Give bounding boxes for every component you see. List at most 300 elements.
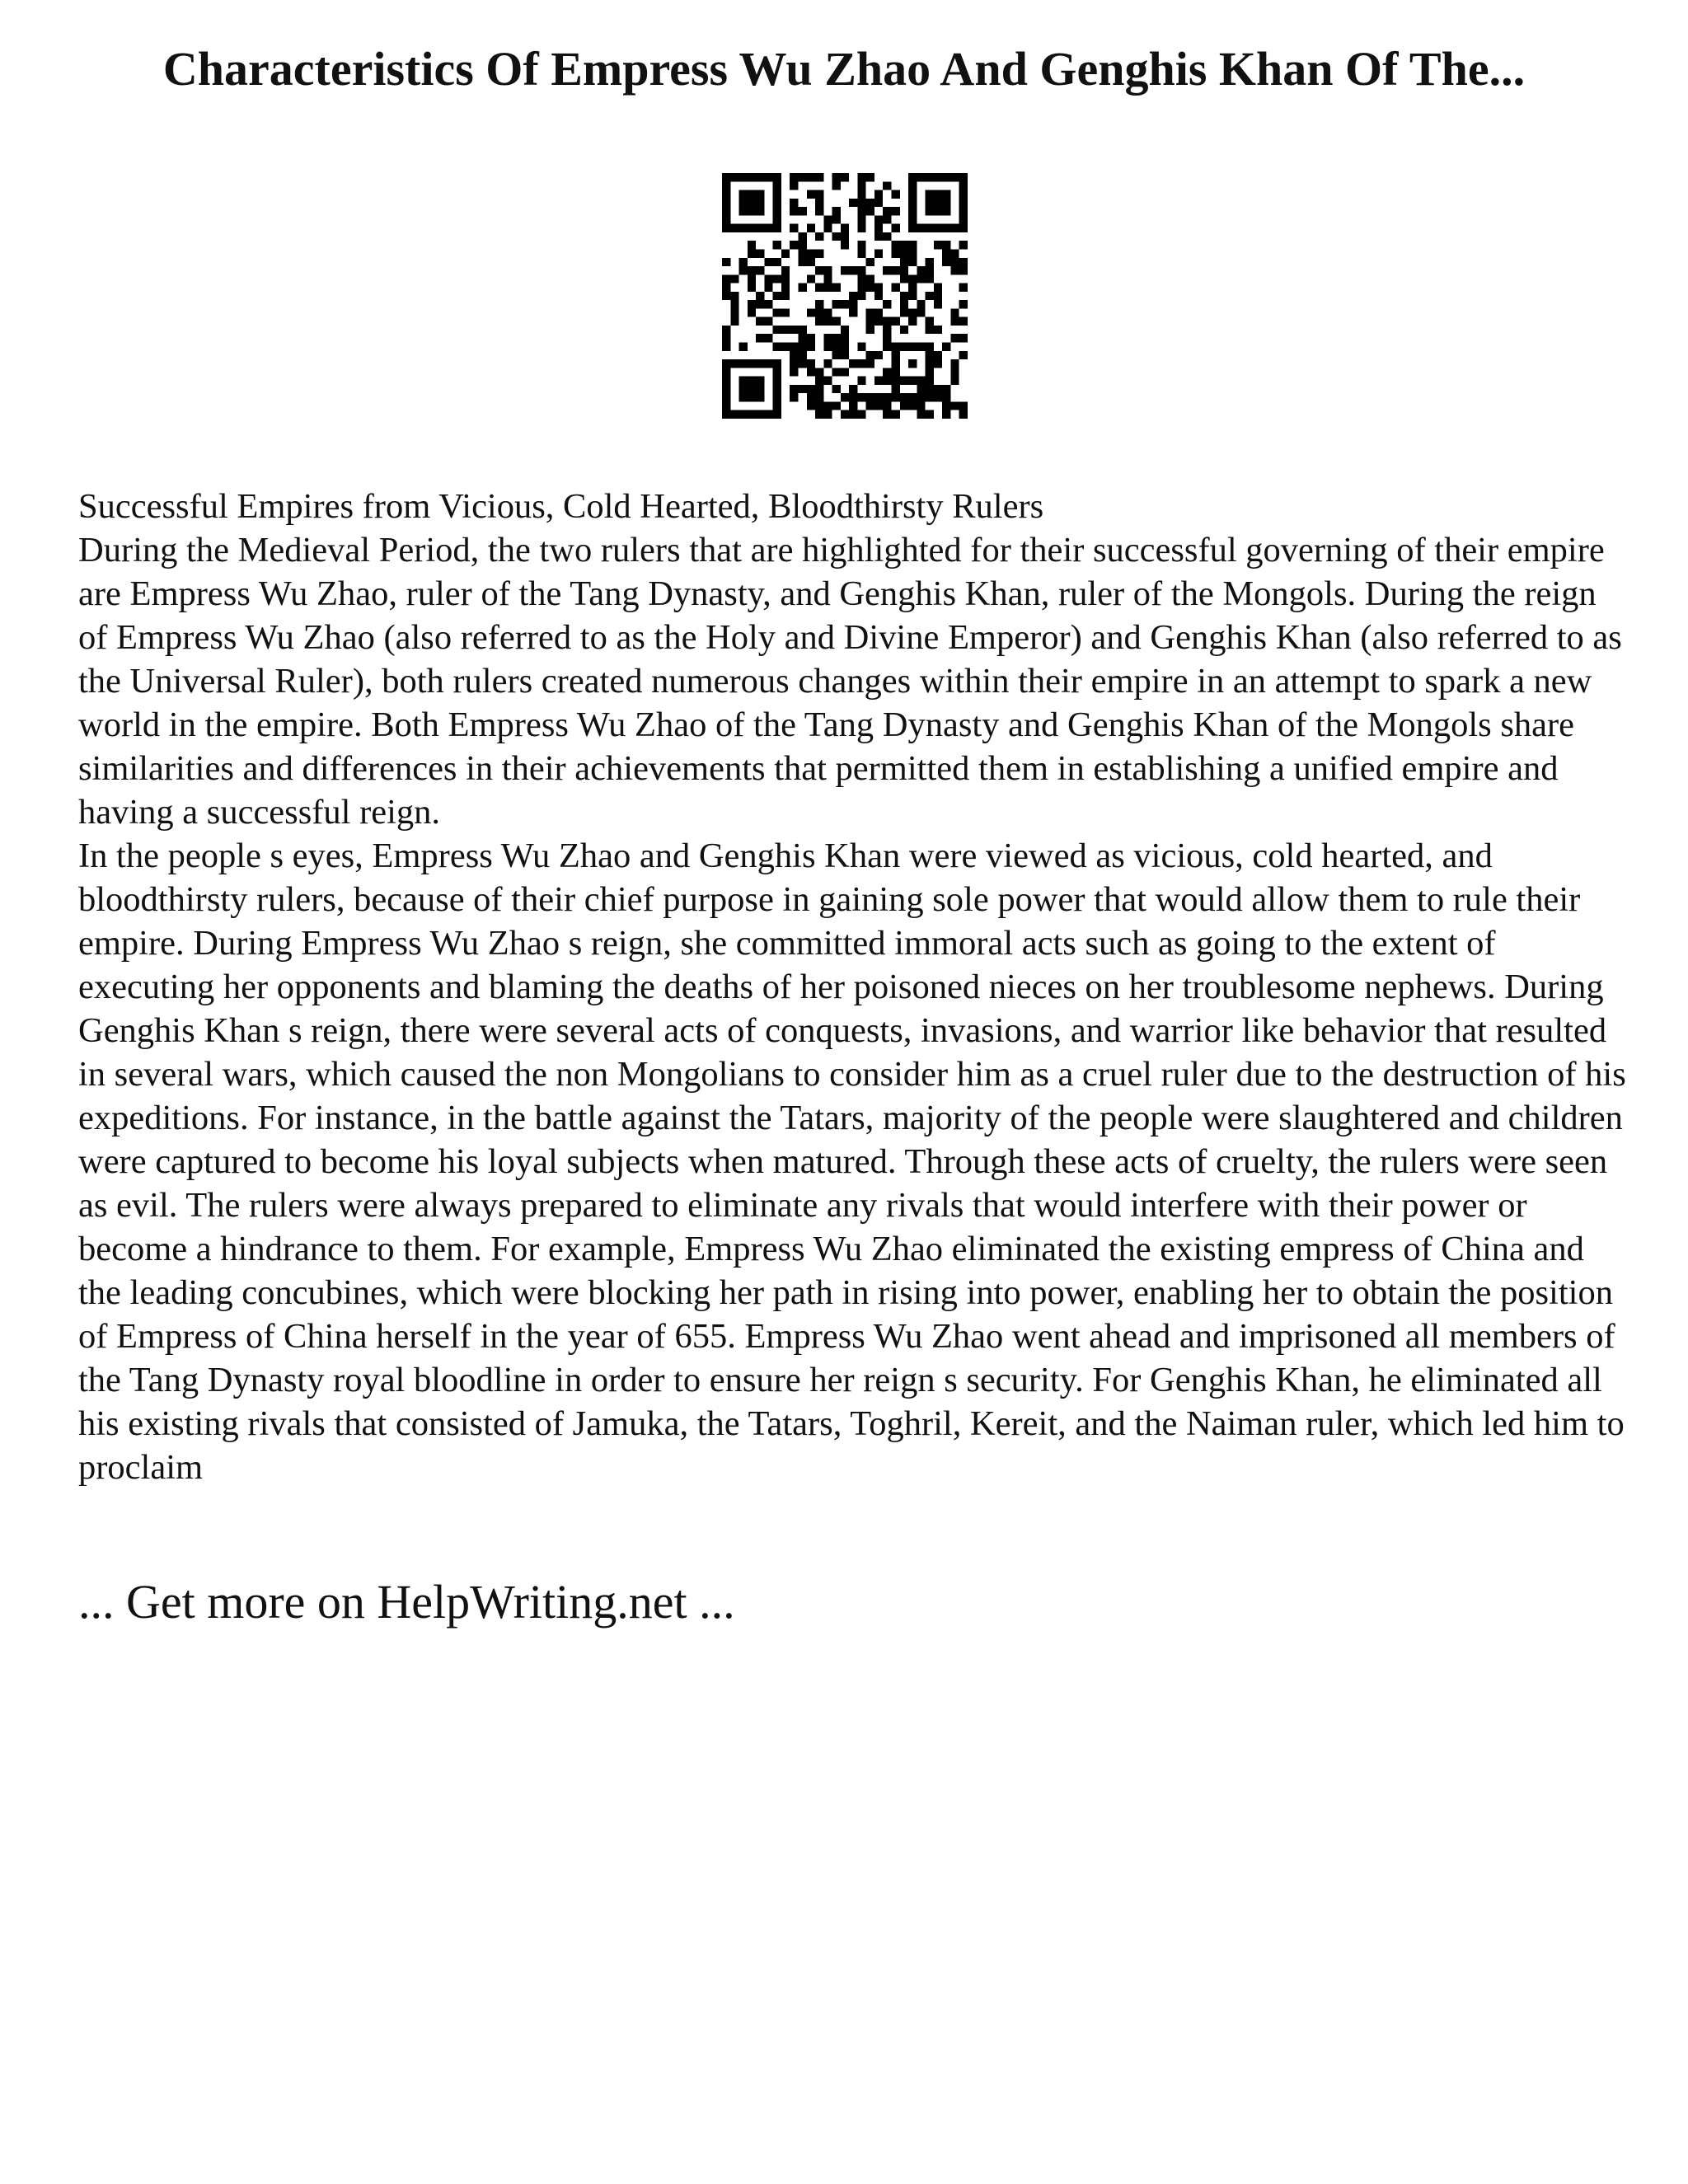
qr-module xyxy=(798,284,806,292)
qr-module xyxy=(942,393,950,401)
qr-module xyxy=(883,368,891,376)
qr-module xyxy=(832,207,841,215)
qr-module xyxy=(908,317,917,326)
qr-module xyxy=(866,258,874,266)
qr-module xyxy=(950,359,959,368)
qr-module xyxy=(874,317,883,326)
qr-module xyxy=(866,207,874,215)
qr-module xyxy=(926,258,934,266)
qr-module xyxy=(942,258,950,266)
qr-module xyxy=(773,343,781,351)
qr-module xyxy=(874,190,883,199)
qr-module xyxy=(959,284,968,292)
qr-module xyxy=(934,385,942,393)
qr-module xyxy=(883,317,891,326)
qr-module xyxy=(959,215,968,223)
qr-module xyxy=(892,359,900,368)
qr-module xyxy=(950,401,959,410)
qr-module xyxy=(866,351,874,359)
qr-module xyxy=(926,274,934,283)
qr-module xyxy=(823,410,832,419)
qr-module xyxy=(773,274,781,283)
qr-module xyxy=(815,232,823,241)
qr-module xyxy=(959,241,968,249)
qr-module xyxy=(832,232,841,241)
qr-module xyxy=(748,207,756,215)
qr-module xyxy=(950,377,959,385)
qr-module xyxy=(807,334,815,342)
qr-module xyxy=(739,343,748,351)
qr-module xyxy=(908,343,917,351)
qr-module xyxy=(832,181,841,190)
qr-module xyxy=(900,377,908,385)
qr-module xyxy=(781,249,790,257)
qr-module xyxy=(959,207,968,215)
qr-module xyxy=(959,181,968,190)
qr-module xyxy=(934,241,942,249)
qr-module xyxy=(773,385,781,393)
qr-module xyxy=(790,224,798,232)
article-paragraph: During the Medieval Period, the two rulers that are highlighted for their successful governing of their empire are Empress Wu Zhao, ruler of the Tang Dynasty, and Genghis Khan, ruler of the Mongols. During the reign of Empress Wu Zhao (also referred to as the Holy and Divine Emperor) and Genghis Khan (also referred to as the Universal Ruler), both rulers created numerous changes within their empire in an attempt to spark a new world in the empire. Both Empress Wu Zhao of the Tang Dynasty and Genghis Khan of the Mongols share similarities and differences in their achievements that permitted them in establishing a unified empire and having a successful reign. xyxy=(78,531,1622,832)
qr-module xyxy=(874,284,883,292)
qr-module xyxy=(892,241,900,249)
qr-module xyxy=(773,241,781,249)
qr-module xyxy=(730,300,738,308)
qr-module xyxy=(942,224,950,232)
qr-module xyxy=(807,393,815,401)
qr-module xyxy=(790,368,798,376)
qr-module xyxy=(934,284,942,292)
qr-module xyxy=(883,343,891,351)
qr-module xyxy=(959,258,968,266)
qr-module xyxy=(832,300,841,308)
qr-module xyxy=(892,317,900,326)
qr-module xyxy=(908,249,917,257)
qr-module xyxy=(917,274,925,283)
qr-module xyxy=(874,377,883,385)
qr-module xyxy=(722,334,730,342)
qr-module xyxy=(773,308,781,316)
qr-module xyxy=(748,359,756,368)
qr-module xyxy=(823,274,832,283)
qr-module xyxy=(900,300,908,308)
qr-module xyxy=(959,410,968,419)
qr-module xyxy=(764,410,772,419)
qr-module xyxy=(926,199,934,207)
qr-module xyxy=(823,308,832,316)
qr-module xyxy=(748,377,756,385)
qr-module xyxy=(849,410,857,419)
qr-module xyxy=(883,334,891,342)
qr-module xyxy=(756,266,764,274)
qr-module xyxy=(739,410,748,419)
qr-module xyxy=(883,377,891,385)
qr-module xyxy=(849,300,857,308)
qr-module xyxy=(849,393,857,401)
qr-module xyxy=(790,241,798,249)
qr-module xyxy=(773,368,781,376)
qr-module xyxy=(748,199,756,207)
qr-module xyxy=(883,300,891,308)
qr-module xyxy=(959,224,968,232)
qr-module xyxy=(857,215,865,223)
qr-module xyxy=(748,284,756,292)
qr-module xyxy=(722,292,730,300)
qr-module xyxy=(764,334,772,342)
qr-module xyxy=(781,266,790,274)
qr-module xyxy=(748,224,756,232)
qr-module xyxy=(892,266,900,274)
qr-module xyxy=(756,199,764,207)
qr-module xyxy=(950,308,959,316)
qr-module xyxy=(756,224,764,232)
qr-module xyxy=(841,232,849,241)
qr-module xyxy=(739,224,748,232)
qr-module xyxy=(722,368,730,376)
qr-module xyxy=(798,241,806,249)
qr-module xyxy=(756,292,764,300)
qr-module xyxy=(874,199,883,207)
qr-module xyxy=(959,334,968,342)
qr-module xyxy=(857,224,865,232)
qr-module xyxy=(908,401,917,410)
qr-module xyxy=(832,385,841,393)
qr-module xyxy=(959,351,968,359)
get-more-link[interactable]: ... Get more on HelpWriting.net ... xyxy=(78,1575,735,1629)
qr-module xyxy=(798,385,806,393)
qr-module xyxy=(908,181,917,190)
qr-module xyxy=(917,224,925,232)
qr-module xyxy=(756,317,764,326)
qr-module xyxy=(900,241,908,249)
qr-module xyxy=(857,292,865,300)
qr-module xyxy=(926,343,934,351)
qr-module xyxy=(730,359,738,368)
qr-module xyxy=(874,215,883,223)
qr-module xyxy=(900,249,908,257)
qr-module xyxy=(857,181,865,190)
qr-module xyxy=(950,368,959,376)
qr-module xyxy=(823,215,832,223)
qr-module xyxy=(773,190,781,199)
qr-module xyxy=(823,359,832,368)
qr-module xyxy=(959,173,968,181)
qr-module xyxy=(892,207,900,215)
qr-module xyxy=(730,317,738,326)
qr-module xyxy=(739,190,748,199)
qr-module xyxy=(730,410,738,419)
qr-module xyxy=(934,359,942,368)
qr-module xyxy=(832,401,841,410)
qr-module xyxy=(934,199,942,207)
qr-module xyxy=(764,284,772,292)
qr-module xyxy=(823,284,832,292)
qr-module xyxy=(748,300,756,308)
qr-module xyxy=(756,334,764,342)
qr-module xyxy=(832,351,841,359)
qr-module xyxy=(883,232,891,241)
qr-module xyxy=(908,377,917,385)
qr-module xyxy=(917,385,925,393)
qr-module xyxy=(866,326,874,334)
qr-module xyxy=(908,199,917,207)
qr-module xyxy=(730,173,738,181)
qr-module xyxy=(841,266,849,274)
qr-module xyxy=(900,266,908,274)
qr-module xyxy=(934,190,942,199)
qr-module xyxy=(926,266,934,274)
qr-module xyxy=(908,308,917,316)
qr-module xyxy=(926,326,934,334)
qr-module xyxy=(950,173,959,181)
qr-module xyxy=(756,410,764,419)
qr-module xyxy=(807,173,815,181)
qr-module xyxy=(841,326,849,334)
qr-module xyxy=(832,215,841,223)
qr-module xyxy=(739,266,748,274)
qr-module xyxy=(857,343,865,351)
qr-module xyxy=(857,266,865,274)
qr-module xyxy=(815,401,823,410)
qr-module xyxy=(722,215,730,223)
qr-module xyxy=(908,393,917,401)
qr-module xyxy=(823,266,832,274)
qr-module xyxy=(857,207,865,215)
qr-module xyxy=(908,292,917,300)
qr-module xyxy=(790,207,798,215)
qr-module xyxy=(756,377,764,385)
qr-module xyxy=(748,190,756,199)
article-paragraph: In the people s eyes, Empress Wu Zhao and Genghis Khan were viewed as vicious, cold hearted, and bloodthirsty rulers, because of their chief purpose in gaining sole power that would allow them to rule their empire. During Empress Wu Zhao s reign, she committed immoral acts such as going to the extent of executing her opponents and blaming the deaths of her poisoned nieces on her troublesome nephews. During Genghis Khan s reign, there were several acts of conquests, invasions, and warrior like behavior that resulted in several wars, which caused the non Mongolians to consider him as a cruel ruler due to the destruction of his expeditions. For instance, in the battle against the Tatars, majority of the people were slaughtered and children were captured to become his loyal subjects when matured. Through these acts of cruelty, the rulers were seen as evil. The rulers were always prepared to eliminate any rivals that would interfere with their power or become a hindrance to them. For example, Empress Wu Zhao eliminated the existing empress of China and the leading concubines, which were blocking her path in rising into power, enabling her to obtain the position of Empress of China herself in the year of 655. Empress Wu Zhao went ahead and imprisoned all members of the Tang Dynasty royal bloodline in order to ensure her reign s security. For Genghis Khan, he eliminated all his existing rivals that consisted of Jamuka, the Tatars, Toghril, Kereit, and the Naiman ruler, which led him to proclaim xyxy=(78,837,1626,1487)
qr-module xyxy=(849,308,857,316)
qr-module xyxy=(926,359,934,368)
qr-module xyxy=(917,266,925,274)
qr-module xyxy=(823,317,832,326)
qr-module xyxy=(917,300,925,308)
qr-module xyxy=(798,351,806,359)
qr-module xyxy=(959,401,968,410)
qr-module xyxy=(934,326,942,334)
qr-module xyxy=(773,326,781,334)
qr-module xyxy=(874,249,883,257)
qr-module xyxy=(773,181,781,190)
qr-module xyxy=(781,326,790,334)
qr-module xyxy=(798,258,806,266)
qr-module xyxy=(790,359,798,368)
qr-module xyxy=(926,377,934,385)
qr-module xyxy=(722,190,730,199)
qr-module xyxy=(764,173,772,181)
qr-module xyxy=(849,266,857,274)
qr-module xyxy=(815,207,823,215)
qr-module xyxy=(841,241,849,249)
qr-module xyxy=(917,377,925,385)
qr-module xyxy=(722,173,730,181)
qr-module xyxy=(883,215,891,223)
qr-module xyxy=(942,241,950,249)
qr-module xyxy=(841,393,849,401)
qr-module xyxy=(857,377,865,385)
qr-module xyxy=(773,215,781,223)
qr-module xyxy=(917,173,925,181)
qr-module xyxy=(857,199,865,207)
qr-module xyxy=(908,359,917,368)
qr-module xyxy=(807,308,815,316)
qr-module xyxy=(857,393,865,401)
qr-module xyxy=(866,173,874,181)
qr-module xyxy=(841,410,849,419)
qr-module xyxy=(781,343,790,351)
qr-module xyxy=(815,199,823,207)
qr-module xyxy=(748,385,756,393)
qr-module xyxy=(892,377,900,385)
qr-module xyxy=(950,258,959,266)
qr-module xyxy=(730,308,738,316)
qr-module xyxy=(934,207,942,215)
qr-module xyxy=(807,258,815,266)
qr-module xyxy=(926,351,934,359)
qr-module xyxy=(798,326,806,334)
qr-module xyxy=(815,190,823,199)
qr-module xyxy=(790,343,798,351)
qr-module xyxy=(815,377,823,385)
qr-module xyxy=(722,385,730,393)
qr-module xyxy=(934,300,942,308)
qr-module xyxy=(823,377,832,385)
qr-module xyxy=(841,224,849,232)
qr-module xyxy=(807,190,815,199)
qr-module xyxy=(883,326,891,334)
qr-module xyxy=(722,274,730,283)
qr-module xyxy=(722,359,730,368)
qr-module xyxy=(917,410,925,419)
qr-module xyxy=(950,334,959,342)
qr-module xyxy=(866,359,874,368)
qr-module xyxy=(756,249,764,257)
qr-module xyxy=(942,410,950,419)
qr-module xyxy=(841,343,849,351)
qr-module xyxy=(730,292,738,300)
qr-module xyxy=(908,190,917,199)
qr-module xyxy=(900,393,908,401)
qr-module xyxy=(756,393,764,401)
qr-module xyxy=(908,274,917,283)
qr-module xyxy=(832,284,841,292)
qr-module xyxy=(739,359,748,368)
qr-module xyxy=(959,266,968,274)
article-subtitle: Successful Empires from Vicious, Cold Hearted, Bloodthirsty Rulers xyxy=(78,487,1044,526)
qr-module xyxy=(764,317,772,326)
qr-module xyxy=(798,334,806,342)
qr-module xyxy=(832,317,841,326)
qr-module xyxy=(823,224,832,232)
qr-module xyxy=(841,351,849,359)
qr-module xyxy=(900,292,908,300)
qr-module xyxy=(926,173,934,181)
qr-module xyxy=(849,359,857,368)
qr-module xyxy=(959,199,968,207)
qr-module xyxy=(790,173,798,181)
qr-module xyxy=(942,401,950,410)
qr-module xyxy=(756,359,764,368)
qr-module xyxy=(748,393,756,401)
qr-module xyxy=(942,249,950,257)
qr-module xyxy=(900,274,908,283)
qr-module xyxy=(934,224,942,232)
qr-module xyxy=(823,334,832,342)
qr-module xyxy=(866,393,874,401)
qr-module xyxy=(739,393,748,401)
qr-module xyxy=(756,173,764,181)
qr-module xyxy=(892,249,900,257)
qr-module xyxy=(722,181,730,190)
qr-module xyxy=(756,385,764,393)
qr-module xyxy=(722,377,730,385)
qr-module xyxy=(934,351,942,359)
qr-module xyxy=(722,326,730,334)
qr-module xyxy=(892,410,900,419)
qr-module xyxy=(926,385,934,393)
qr-module xyxy=(815,393,823,401)
qr-module xyxy=(892,351,900,359)
qr-module xyxy=(748,266,756,274)
qr-module xyxy=(959,317,968,326)
qr-module xyxy=(917,393,925,401)
qr-module xyxy=(773,199,781,207)
qr-module xyxy=(815,249,823,257)
qr-module xyxy=(841,334,849,342)
qr-module xyxy=(798,232,806,241)
qr-module xyxy=(722,224,730,232)
qr-module xyxy=(722,343,730,351)
qr-module xyxy=(883,207,891,215)
qr-module xyxy=(764,300,772,308)
qr-module xyxy=(900,401,908,410)
qr-module xyxy=(722,199,730,207)
qr-module xyxy=(900,343,908,351)
qr-module xyxy=(832,368,841,376)
qr-module xyxy=(874,224,883,232)
qr-module xyxy=(773,173,781,181)
qr-module xyxy=(874,232,883,241)
qr-code-graphic xyxy=(722,173,968,419)
qr-module xyxy=(857,274,865,283)
qr-module xyxy=(823,343,832,351)
qr-module xyxy=(773,292,781,300)
qr-module xyxy=(934,292,942,300)
qr-module xyxy=(908,173,917,181)
qr-module xyxy=(781,274,790,283)
qr-module xyxy=(748,241,756,249)
qr-module xyxy=(950,249,959,257)
qr-module xyxy=(874,393,883,401)
qr-module xyxy=(857,249,865,257)
qr-module xyxy=(841,300,849,308)
qr-module xyxy=(892,343,900,351)
qr-module xyxy=(883,181,891,190)
qr-module xyxy=(756,207,764,215)
qr-module xyxy=(773,410,781,419)
qr-module xyxy=(739,207,748,215)
qr-module xyxy=(900,308,908,316)
qr-module xyxy=(926,292,934,300)
qr-module xyxy=(866,284,874,292)
qr-module xyxy=(781,292,790,300)
qr-module xyxy=(874,401,883,410)
qr-code-icon xyxy=(722,173,968,419)
qr-module xyxy=(950,317,959,326)
qr-module xyxy=(773,393,781,401)
